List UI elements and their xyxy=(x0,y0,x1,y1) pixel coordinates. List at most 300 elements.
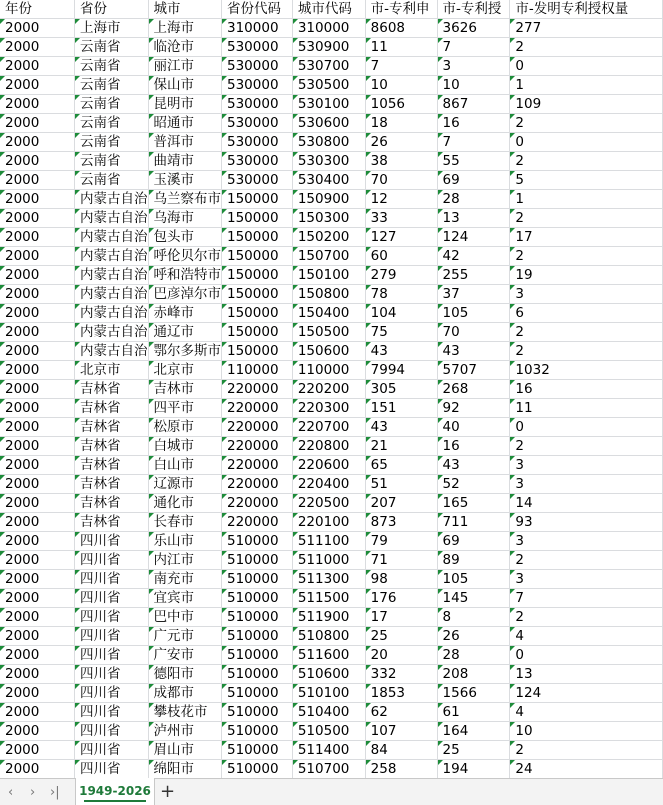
table-cell[interactable] xyxy=(0,133,75,152)
table-cell[interactable] xyxy=(365,551,437,570)
table-cell[interactable] xyxy=(75,266,149,285)
table-cell[interactable] xyxy=(365,513,437,532)
table-cell[interactable] xyxy=(365,266,437,285)
table-cell[interactable] xyxy=(510,532,663,551)
table-cell[interactable] xyxy=(292,589,365,608)
table-cell[interactable] xyxy=(510,285,663,304)
table-cell[interactable] xyxy=(222,380,293,399)
table-cell[interactable] xyxy=(365,171,437,190)
table-cell[interactable] xyxy=(0,760,75,779)
table-cell[interactable] xyxy=(292,361,365,380)
table-cell[interactable] xyxy=(365,456,437,475)
table-cell[interactable] xyxy=(292,608,365,627)
table-cell[interactable] xyxy=(222,513,293,532)
table-cell[interactable] xyxy=(510,380,663,399)
table-cell[interactable] xyxy=(0,532,75,551)
table-cell[interactable] xyxy=(148,228,222,247)
table-cell[interactable] xyxy=(0,190,75,209)
table-cell[interactable] xyxy=(148,532,222,551)
table-cell[interactable] xyxy=(510,722,663,741)
table-cell[interactable] xyxy=(75,38,149,57)
table-cell[interactable] xyxy=(75,152,149,171)
table-cell[interactable] xyxy=(292,703,365,722)
table-cell[interactable] xyxy=(437,133,510,152)
table-cell[interactable] xyxy=(0,570,75,589)
table-cell[interactable] xyxy=(148,95,222,114)
table-cell[interactable] xyxy=(75,285,149,304)
table-cell[interactable] xyxy=(0,171,75,190)
table-cell[interactable] xyxy=(437,418,510,437)
table-cell[interactable] xyxy=(365,665,437,684)
table-cell[interactable] xyxy=(510,589,663,608)
table-cell[interactable] xyxy=(437,551,510,570)
table-cell[interactable] xyxy=(365,589,437,608)
table-cell[interactable] xyxy=(75,57,149,76)
table-cell[interactable] xyxy=(0,608,75,627)
table-cell[interactable] xyxy=(222,57,293,76)
table-cell[interactable] xyxy=(292,494,365,513)
table-cell[interactable] xyxy=(0,741,75,760)
table-cell[interactable] xyxy=(75,570,149,589)
table-cell[interactable] xyxy=(148,361,222,380)
table-cell[interactable] xyxy=(0,494,75,513)
table-cell[interactable] xyxy=(365,627,437,646)
table-cell[interactable] xyxy=(0,76,75,95)
table-cell[interactable] xyxy=(148,646,222,665)
table-cell[interactable] xyxy=(0,589,75,608)
table-cell[interactable] xyxy=(148,760,222,779)
table-cell[interactable] xyxy=(510,323,663,342)
table-cell[interactable] xyxy=(292,19,365,38)
table-cell[interactable] xyxy=(510,133,663,152)
table-cell[interactable] xyxy=(75,627,149,646)
table-cell[interactable] xyxy=(510,494,663,513)
table-cell[interactable] xyxy=(437,665,510,684)
table-cell[interactable] xyxy=(0,722,75,741)
table-cell[interactable] xyxy=(75,76,149,95)
table-cell[interactable] xyxy=(0,95,75,114)
table-cell[interactable] xyxy=(222,684,293,703)
table-cell[interactable] xyxy=(365,684,437,703)
table-cell[interactable] xyxy=(365,190,437,209)
table-cell[interactable] xyxy=(148,323,222,342)
table-cell[interactable] xyxy=(510,570,663,589)
table-cell[interactable] xyxy=(292,418,365,437)
column-header[interactable] xyxy=(292,0,365,19)
table-cell[interactable] xyxy=(510,114,663,133)
table-cell[interactable] xyxy=(510,608,663,627)
table-cell[interactable] xyxy=(222,209,293,228)
table-cell[interactable] xyxy=(222,247,293,266)
table-cell[interactable] xyxy=(510,209,663,228)
table-cell[interactable] xyxy=(148,342,222,361)
table-cell[interactable] xyxy=(222,76,293,95)
table-cell[interactable] xyxy=(0,152,75,171)
table-cell[interactable] xyxy=(0,703,75,722)
table-cell[interactable] xyxy=(365,38,437,57)
table-cell[interactable] xyxy=(365,247,437,266)
table-cell[interactable] xyxy=(510,741,663,760)
sheet-tab-1949-2026[interactable] xyxy=(75,778,155,805)
table-cell[interactable] xyxy=(292,399,365,418)
table-cell[interactable] xyxy=(0,342,75,361)
table-cell[interactable] xyxy=(222,741,293,760)
table-cell[interactable] xyxy=(365,380,437,399)
table-cell[interactable] xyxy=(75,684,149,703)
table-cell[interactable] xyxy=(148,608,222,627)
table-cell[interactable] xyxy=(148,304,222,323)
table-cell[interactable] xyxy=(75,532,149,551)
table-cell[interactable] xyxy=(75,19,149,38)
scroll-right-icon[interactable]: › xyxy=(30,785,36,800)
table-cell[interactable] xyxy=(0,646,75,665)
table-cell[interactable] xyxy=(437,342,510,361)
table-cell[interactable] xyxy=(365,133,437,152)
table-cell[interactable] xyxy=(437,589,510,608)
table-cell[interactable] xyxy=(148,627,222,646)
table-cell[interactable] xyxy=(365,608,437,627)
table-cell[interactable] xyxy=(292,38,365,57)
table-cell[interactable] xyxy=(292,684,365,703)
table-cell[interactable] xyxy=(75,95,149,114)
add-sheet-button[interactable]: + xyxy=(160,781,176,802)
table-cell[interactable] xyxy=(510,627,663,646)
table-cell[interactable] xyxy=(292,760,365,779)
table-cell[interactable] xyxy=(148,38,222,57)
table-cell[interactable] xyxy=(510,456,663,475)
table-cell[interactable] xyxy=(292,228,365,247)
table-cell[interactable] xyxy=(148,589,222,608)
scroll-left-icon[interactable]: ‹ xyxy=(8,785,14,800)
table-cell[interactable] xyxy=(75,342,149,361)
table-cell[interactable] xyxy=(148,76,222,95)
table-cell[interactable] xyxy=(0,418,75,437)
table-cell[interactable] xyxy=(365,703,437,722)
table-cell[interactable] xyxy=(437,266,510,285)
table-cell[interactable] xyxy=(148,209,222,228)
table-cell[interactable] xyxy=(148,152,222,171)
table-cell[interactable] xyxy=(365,114,437,133)
table-cell[interactable] xyxy=(292,722,365,741)
table-cell[interactable] xyxy=(292,665,365,684)
table-cell[interactable] xyxy=(75,171,149,190)
table-cell[interactable] xyxy=(437,323,510,342)
table-cell[interactable] xyxy=(437,304,510,323)
table-cell[interactable] xyxy=(148,494,222,513)
table-cell[interactable] xyxy=(292,266,365,285)
table-cell[interactable] xyxy=(510,703,663,722)
table-cell[interactable] xyxy=(292,741,365,760)
table-cell[interactable] xyxy=(0,456,75,475)
table-cell[interactable] xyxy=(75,513,149,532)
table-cell[interactable] xyxy=(75,589,149,608)
table-cell[interactable] xyxy=(75,437,149,456)
table-cell[interactable] xyxy=(437,456,510,475)
table-cell[interactable] xyxy=(510,551,663,570)
table-cell[interactable] xyxy=(365,494,437,513)
table-cell[interactable] xyxy=(75,494,149,513)
table-cell[interactable] xyxy=(292,152,365,171)
table-cell[interactable] xyxy=(510,760,663,779)
table-cell[interactable] xyxy=(0,475,75,494)
table-cell[interactable] xyxy=(510,342,663,361)
table-cell[interactable] xyxy=(510,646,663,665)
table-cell[interactable] xyxy=(222,133,293,152)
table-cell[interactable] xyxy=(75,228,149,247)
table-cell[interactable] xyxy=(222,190,293,209)
table-cell[interactable] xyxy=(148,551,222,570)
table-cell[interactable] xyxy=(222,323,293,342)
table-cell[interactable] xyxy=(0,323,75,342)
table-cell[interactable] xyxy=(75,551,149,570)
table-cell[interactable] xyxy=(437,532,510,551)
table-cell[interactable] xyxy=(365,475,437,494)
table-cell[interactable] xyxy=(75,418,149,437)
table-cell[interactable] xyxy=(222,95,293,114)
table-cell[interactable] xyxy=(0,114,75,133)
table-cell[interactable] xyxy=(292,133,365,152)
table-cell[interactable] xyxy=(0,380,75,399)
table-cell[interactable] xyxy=(292,475,365,494)
table-cell[interactable] xyxy=(75,304,149,323)
table-cell[interactable] xyxy=(75,399,149,418)
table-cell[interactable] xyxy=(75,475,149,494)
table-cell[interactable] xyxy=(437,228,510,247)
table-cell[interactable] xyxy=(437,285,510,304)
table-cell[interactable] xyxy=(292,323,365,342)
table-cell[interactable] xyxy=(365,532,437,551)
table-cell[interactable] xyxy=(510,19,663,38)
table-cell[interactable] xyxy=(148,171,222,190)
table-cell[interactable] xyxy=(437,570,510,589)
table-cell[interactable] xyxy=(222,703,293,722)
table-cell[interactable] xyxy=(292,456,365,475)
table-cell[interactable] xyxy=(222,722,293,741)
table-cell[interactable] xyxy=(292,285,365,304)
table-cell[interactable] xyxy=(222,114,293,133)
table-cell[interactable] xyxy=(148,19,222,38)
table-cell[interactable] xyxy=(148,380,222,399)
table-cell[interactable] xyxy=(437,513,510,532)
table-cell[interactable] xyxy=(510,399,663,418)
table-cell[interactable] xyxy=(0,551,75,570)
table-cell[interactable] xyxy=(0,228,75,247)
table-cell[interactable] xyxy=(222,38,293,57)
table-cell[interactable] xyxy=(437,494,510,513)
table-cell[interactable] xyxy=(75,133,149,152)
table-cell[interactable] xyxy=(510,38,663,57)
table-cell[interactable] xyxy=(292,304,365,323)
table-cell[interactable] xyxy=(510,57,663,76)
table-cell[interactable] xyxy=(510,475,663,494)
table-cell[interactable] xyxy=(365,57,437,76)
table-cell[interactable] xyxy=(148,285,222,304)
table-cell[interactable] xyxy=(510,190,663,209)
table-cell[interactable] xyxy=(75,190,149,209)
table-cell[interactable] xyxy=(292,437,365,456)
table-cell[interactable] xyxy=(0,38,75,57)
table-cell[interactable] xyxy=(510,437,663,456)
table-cell[interactable] xyxy=(292,532,365,551)
table-cell[interactable] xyxy=(365,722,437,741)
table-cell[interactable] xyxy=(437,190,510,209)
table-cell[interactable] xyxy=(292,76,365,95)
table-cell[interactable] xyxy=(75,380,149,399)
table-cell[interactable] xyxy=(292,342,365,361)
table-cell[interactable] xyxy=(510,418,663,437)
table-cell[interactable] xyxy=(0,247,75,266)
table-cell[interactable] xyxy=(292,190,365,209)
table-cell[interactable] xyxy=(510,152,663,171)
table-cell[interactable] xyxy=(437,760,510,779)
table-cell[interactable] xyxy=(292,627,365,646)
table-cell[interactable] xyxy=(510,304,663,323)
table-cell[interactable] xyxy=(75,722,149,741)
table-cell[interactable] xyxy=(222,399,293,418)
column-header[interactable] xyxy=(222,0,293,19)
table-cell[interactable] xyxy=(148,247,222,266)
table-cell[interactable] xyxy=(365,418,437,437)
column-header[interactable] xyxy=(0,0,75,19)
table-cell[interactable] xyxy=(510,665,663,684)
table-cell[interactable] xyxy=(437,361,510,380)
table-cell[interactable] xyxy=(365,95,437,114)
table-cell[interactable] xyxy=(222,19,293,38)
table-cell[interactable] xyxy=(75,247,149,266)
table-cell[interactable] xyxy=(148,418,222,437)
table-cell[interactable] xyxy=(437,19,510,38)
table-cell[interactable] xyxy=(365,76,437,95)
table-cell[interactable] xyxy=(0,627,75,646)
table-cell[interactable] xyxy=(75,646,149,665)
table-cell[interactable] xyxy=(75,323,149,342)
table-cell[interactable] xyxy=(510,266,663,285)
table-cell[interactable] xyxy=(148,513,222,532)
column-header[interactable] xyxy=(148,0,222,19)
table-cell[interactable] xyxy=(222,551,293,570)
table-cell[interactable] xyxy=(437,209,510,228)
table-cell[interactable] xyxy=(292,209,365,228)
table-cell[interactable] xyxy=(0,285,75,304)
table-cell[interactable] xyxy=(75,703,149,722)
table-cell[interactable] xyxy=(365,285,437,304)
table-cell[interactable] xyxy=(510,171,663,190)
table-cell[interactable] xyxy=(292,380,365,399)
table-cell[interactable] xyxy=(222,342,293,361)
column-header[interactable] xyxy=(75,0,149,19)
table-cell[interactable] xyxy=(437,380,510,399)
table-cell[interactable] xyxy=(365,399,437,418)
table-cell[interactable] xyxy=(148,190,222,209)
table-cell[interactable] xyxy=(222,570,293,589)
table-cell[interactable] xyxy=(365,209,437,228)
table-cell[interactable] xyxy=(75,209,149,228)
table-cell[interactable] xyxy=(222,665,293,684)
table-cell[interactable] xyxy=(292,247,365,266)
table-cell[interactable] xyxy=(148,456,222,475)
table-cell[interactable] xyxy=(437,114,510,133)
scroll-last-icon[interactable]: ›| xyxy=(50,785,60,800)
table-cell[interactable] xyxy=(148,266,222,285)
table-cell[interactable] xyxy=(75,114,149,133)
table-cell[interactable] xyxy=(292,114,365,133)
table-cell[interactable] xyxy=(148,570,222,589)
table-cell[interactable] xyxy=(510,361,663,380)
table-cell[interactable] xyxy=(437,247,510,266)
table-cell[interactable] xyxy=(222,171,293,190)
table-cell[interactable] xyxy=(437,475,510,494)
table-cell[interactable] xyxy=(148,741,222,760)
table-cell[interactable] xyxy=(222,266,293,285)
table-cell[interactable] xyxy=(75,608,149,627)
column-header[interactable] xyxy=(437,0,510,19)
table-cell[interactable] xyxy=(222,475,293,494)
table-cell[interactable] xyxy=(0,304,75,323)
table-cell[interactable] xyxy=(75,665,149,684)
table-cell[interactable] xyxy=(365,361,437,380)
table-cell[interactable] xyxy=(0,684,75,703)
table-cell[interactable] xyxy=(510,76,663,95)
table-cell[interactable] xyxy=(148,437,222,456)
table-cell[interactable] xyxy=(292,646,365,665)
table-cell[interactable] xyxy=(0,266,75,285)
table-cell[interactable] xyxy=(437,95,510,114)
table-cell[interactable] xyxy=(510,513,663,532)
table-cell[interactable] xyxy=(365,741,437,760)
table-cell[interactable] xyxy=(222,532,293,551)
table-cell[interactable] xyxy=(437,57,510,76)
table-cell[interactable] xyxy=(365,152,437,171)
table-cell[interactable] xyxy=(0,19,75,38)
table-cell[interactable] xyxy=(222,760,293,779)
table-cell[interactable] xyxy=(75,741,149,760)
table-cell[interactable] xyxy=(148,665,222,684)
table-cell[interactable] xyxy=(222,437,293,456)
table-cell[interactable] xyxy=(292,171,365,190)
table-cell[interactable] xyxy=(437,76,510,95)
table-cell[interactable] xyxy=(222,589,293,608)
table-cell[interactable] xyxy=(365,304,437,323)
table-cell[interactable] xyxy=(292,570,365,589)
table-cell[interactable] xyxy=(222,494,293,513)
table-cell[interactable] xyxy=(0,57,75,76)
table-cell[interactable] xyxy=(0,437,75,456)
table-cell[interactable] xyxy=(292,57,365,76)
table-cell[interactable] xyxy=(148,722,222,741)
table-cell[interactable] xyxy=(510,95,663,114)
table-cell[interactable] xyxy=(148,133,222,152)
table-cell[interactable] xyxy=(292,551,365,570)
table-cell[interactable] xyxy=(365,19,437,38)
table-cell[interactable] xyxy=(437,627,510,646)
table-cell[interactable] xyxy=(0,209,75,228)
column-header[interactable] xyxy=(365,0,437,19)
table-cell[interactable] xyxy=(222,304,293,323)
table-cell[interactable] xyxy=(148,684,222,703)
table-cell[interactable] xyxy=(510,684,663,703)
table-cell[interactable] xyxy=(437,608,510,627)
table-cell[interactable] xyxy=(437,703,510,722)
table-cell[interactable] xyxy=(75,760,149,779)
table-cell[interactable] xyxy=(148,114,222,133)
table-cell[interactable] xyxy=(437,38,510,57)
table-cell[interactable] xyxy=(148,399,222,418)
table-cell[interactable] xyxy=(148,703,222,722)
table-cell[interactable] xyxy=(222,646,293,665)
table-cell[interactable] xyxy=(292,513,365,532)
table-cell[interactable] xyxy=(365,228,437,247)
table-cell[interactable] xyxy=(510,247,663,266)
